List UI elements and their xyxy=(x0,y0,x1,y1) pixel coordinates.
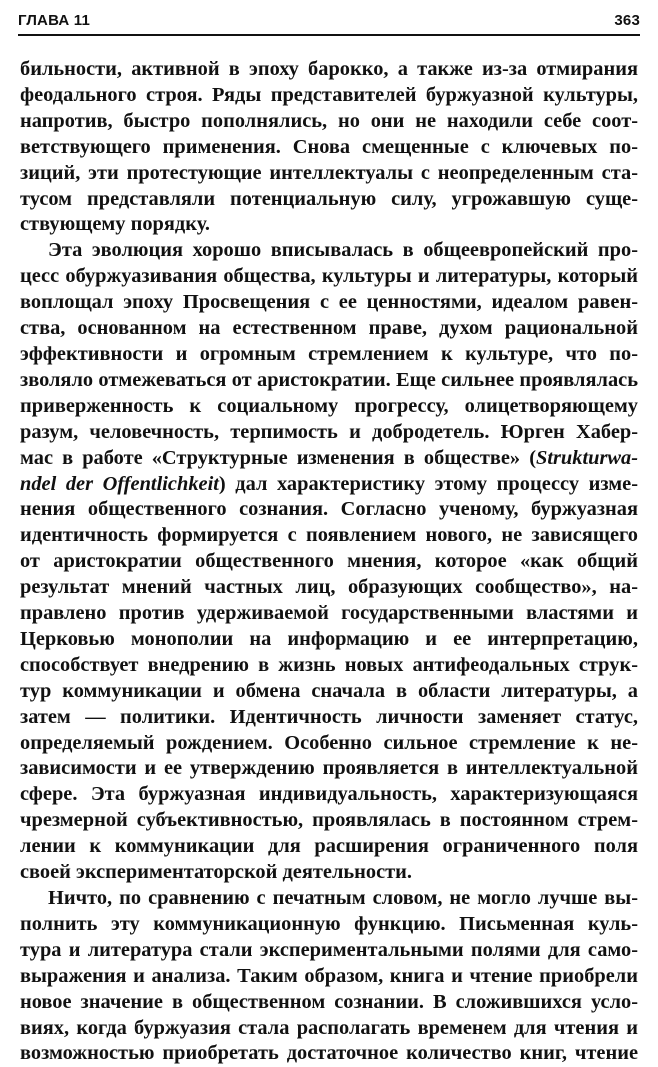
text-line: напротив, быстро пополнялись, но они не находили себе соот- xyxy=(20,109,638,132)
page-number: 363 xyxy=(614,12,640,29)
text-line: сфере. Эта буржуазная индивидуальность, характеризующаяся xyxy=(20,783,638,806)
text-line: разум, человечность, терпимость и добродетель. Юрген Хабер- xyxy=(20,420,638,443)
text-line: воплощал эпоху Просвещения с ее ценностями, идеалом равен- xyxy=(20,291,638,314)
text-line: приверженность к социальному прогрессу, олицетворяющему xyxy=(20,394,638,417)
text-line: выражения и анализа. Таким образом, книга и чтение приобрели xyxy=(20,964,638,987)
text-line: зависимости и ее утверждению проявляется в интеллектуальной xyxy=(20,757,638,780)
text-line: цесс обуржуазивания общества, культуры и литературы, который xyxy=(20,265,638,288)
paragraph-2 xyxy=(20,238,638,886)
text-line: возможностью приобретать достаточное количество книг, чтение xyxy=(20,1042,638,1065)
text-line: от аристократии общественного мнения, которое «как общий xyxy=(20,550,638,573)
text-line: ства, основанном на естественном праве, духом рациональной xyxy=(20,317,638,340)
text-line: тура и литература стали экспериментальными полями для само- xyxy=(20,938,638,961)
text-line: своей экспериментаторской деятельности. xyxy=(20,861,413,884)
text-line: идентичность формируется с появлением нового, не зависящего xyxy=(20,524,638,547)
text-line: правлено против удерживаемой государственными властями и xyxy=(20,602,638,625)
body-text xyxy=(20,57,638,1067)
text-line: результат мнений частных лиц, образующих сообщество», на- xyxy=(20,576,638,599)
header-rule xyxy=(18,34,640,36)
text-line: затем — политики. Идентичность личности заменяет статус, xyxy=(20,705,638,728)
text-line: полнить эту коммуникационную функцию. Письменная куль- xyxy=(20,912,638,935)
chapter-title: ГЛАВА 11 xyxy=(18,12,91,29)
text-line: тусом представляли потенциальную силу, угрожавшую суще- xyxy=(20,187,638,210)
paragraph-1 xyxy=(20,57,638,238)
text-line: лении к коммуникации для расширения ограниченного поля xyxy=(20,835,638,858)
text-line: эффективности и огромным стремлением к культуре, что по- xyxy=(20,342,638,365)
text-line: Ничто, по сравнению с печатным словом, не могло лучше вы- xyxy=(48,887,638,909)
text-line: ветствующего применения. Снова смещенные с ключевых по- xyxy=(20,135,638,158)
text-line: Церковью монополии на информацию и ее интерпретацию, xyxy=(20,627,638,650)
text-line: ствующему порядку. xyxy=(20,213,210,236)
text-line: зволяло отмежеваться от аристократии. Еще сильнее проявлялась xyxy=(20,368,638,391)
text-line: ndel der Offentlichkeit) дал характеристику этому процессу изме- xyxy=(20,472,638,495)
text-line: мас в работе «Структурные изменения в обществе» (Strukturwa- xyxy=(20,446,638,469)
text-line: определяемый рождением. Особенно сильное стремление к не- xyxy=(20,731,638,754)
paragraph-3 xyxy=(20,886,638,1067)
text-line: феодального строя. Ряды представителей буржуазной культуры, xyxy=(20,83,638,106)
text-line: зиций, эти протестующие интеллектуалы с неопределенным ста- xyxy=(20,161,638,184)
text-line: новое значение в общественном сознании. В сложившихся усло- xyxy=(20,990,638,1013)
text-line: бильности, активной в эпоху барокко, а также из-за отмирания xyxy=(20,58,638,80)
text-line: способствует внедрению в жизнь новых антифеодальных струк- xyxy=(20,653,638,676)
text-line: чрезмерной субъективностью, проявлялась в постоянном стрем- xyxy=(20,809,638,832)
text-line: тур коммуникации и обмена сначала в области литературы, а xyxy=(20,679,638,702)
text-line: виях, когда буржуазия стала располагать временем для чтения и xyxy=(20,1016,638,1039)
running-head xyxy=(18,12,640,34)
text-line: Эта эволюция хорошо вписывалась в общеевропейский про- xyxy=(48,239,638,262)
text-line: нения общественного сознания. Согласно ученому, буржуазная xyxy=(20,498,638,521)
